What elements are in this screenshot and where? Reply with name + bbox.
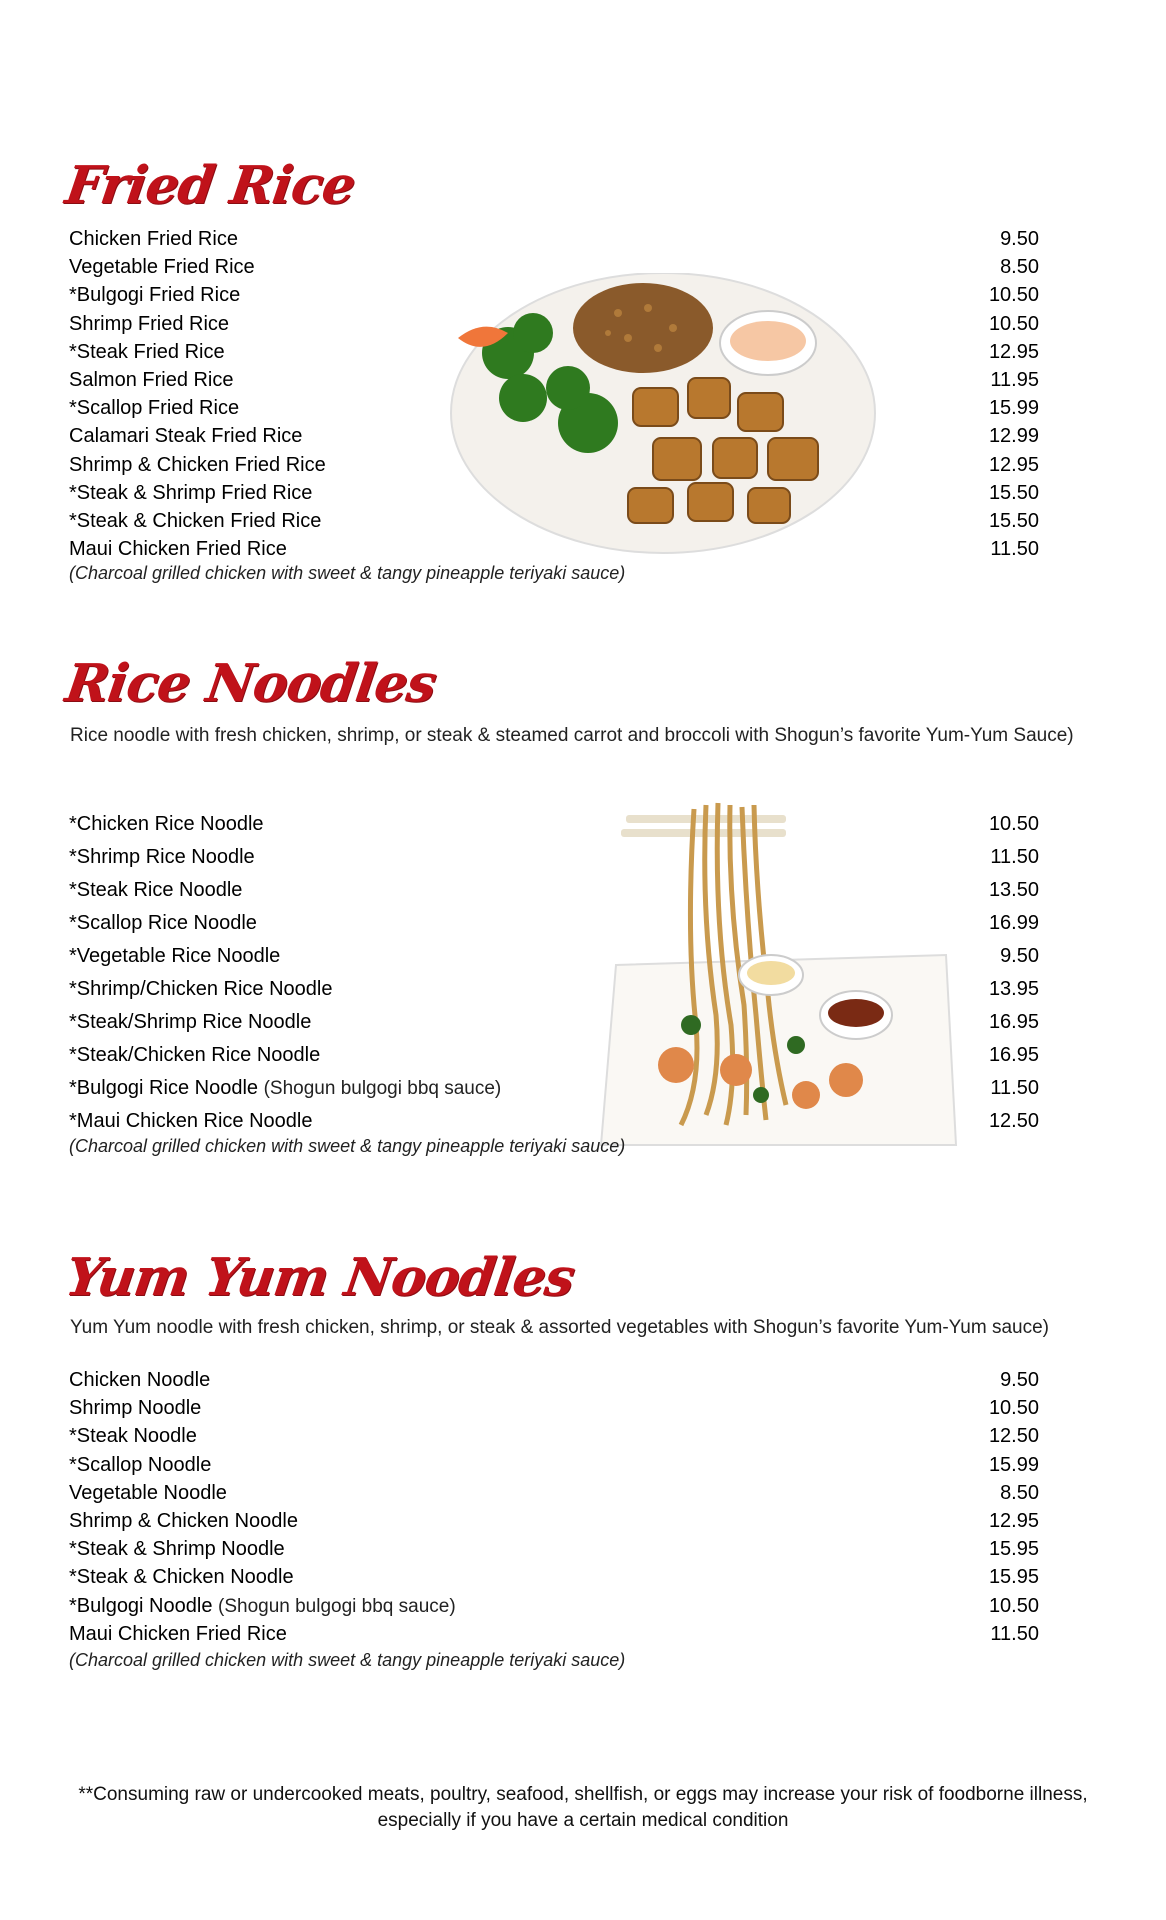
- item-name: *Steak & Shrimp Noodle: [69, 1538, 285, 1561]
- item-name: Shrimp Noodle: [69, 1397, 202, 1420]
- item-name: *Steak Noodle: [69, 1425, 197, 1448]
- item-price: 10.50: [988, 284, 1039, 307]
- item-name: Vegetable Noodle: [69, 1481, 227, 1504]
- list-item: [69, 1394, 1039, 1422]
- item-price: 12.50: [988, 1110, 1039, 1132]
- list-item: [69, 1072, 1039, 1105]
- item-price: 11.50: [990, 1622, 1039, 1645]
- item-price: 16.95: [988, 1011, 1039, 1033]
- item-price: 8.50: [1000, 256, 1039, 279]
- item-price: 15.99: [988, 397, 1039, 420]
- item-name: Maui Chicken Fried Rice: [69, 538, 287, 561]
- item-name: *Bulgogi Noodle: [69, 1594, 213, 1617]
- item-name: *Vegetable Rice Noodle: [69, 945, 281, 967]
- item-price: 13.95: [988, 978, 1039, 1000]
- item-price: 15.99: [988, 1453, 1039, 1476]
- list-item: [69, 253, 1039, 281]
- fried-rice-list: [69, 225, 1039, 563]
- rice-noodles-note: (Charcoal grilled chicken with sweet & tangy pineapple teriyaki sauce): [69, 1136, 626, 1156]
- list-item: [69, 507, 1039, 535]
- item-price: 16.99: [988, 912, 1039, 934]
- list-item: [69, 451, 1039, 479]
- item-price: 16.95: [988, 1044, 1039, 1066]
- list-item: [69, 1507, 1039, 1535]
- item-name-with-note: [69, 1592, 456, 1621]
- list-item: [69, 1105, 1039, 1138]
- item-name: *Bulgogi Fried Rice: [69, 284, 241, 307]
- list-item: [69, 1620, 1039, 1648]
- food-safety-disclaimer: [40, 1782, 1126, 1834]
- item-name: *Steak/Shrimp Rice Noodle: [69, 1011, 312, 1033]
- item-price: 10.50: [988, 312, 1039, 335]
- item-price: 15.50: [988, 481, 1039, 504]
- item-name: Maui Chicken Fried Rice: [69, 1622, 287, 1645]
- item-name: *Steak/Chicken Rice Noodle: [69, 1044, 321, 1066]
- item-note: (Shogun bulgogi bbq sauce): [263, 1078, 502, 1099]
- yum-yum-noodles-description: Yum Yum noodle with fresh chicken, shrimp, or steak & assorted vegetables with Shogun’s favorite Yum-Yum sauce): [70, 1317, 1050, 1338]
- list-item: [69, 366, 1039, 394]
- item-name: Shrimp & Chicken Fried Rice: [69, 453, 326, 476]
- list-item: [69, 1451, 1039, 1479]
- item-price: 11.50: [990, 1077, 1039, 1099]
- item-price: 13.50: [988, 879, 1039, 901]
- list-item: [69, 281, 1039, 309]
- rice-noodles-list: [69, 808, 1039, 1138]
- item-name: *Scallop Rice Noodle: [69, 912, 257, 934]
- item-price: 11.95: [990, 368, 1039, 391]
- list-item: [69, 1006, 1039, 1039]
- item-price: 11.50: [990, 538, 1039, 561]
- item-price: 11.50: [990, 846, 1039, 868]
- list-item: [69, 310, 1039, 338]
- fried-rice-note: (Charcoal grilled chicken with sweet & tangy pineapple teriyaki sauce): [69, 563, 626, 583]
- item-name: Calamari Steak Fried Rice: [69, 425, 303, 448]
- list-item: [69, 1039, 1039, 1072]
- item-name-with-note: [69, 1072, 501, 1105]
- item-name: *Steak & Chicken Noodle: [69, 1566, 294, 1589]
- list-item: [69, 808, 1039, 841]
- item-price: 10.50: [988, 813, 1039, 835]
- item-price: 8.50: [1000, 1481, 1039, 1504]
- list-item: [69, 1592, 1039, 1620]
- item-name: *Chicken Rice Noodle: [69, 813, 264, 835]
- item-price: 12.95: [988, 453, 1039, 476]
- list-item: [69, 1535, 1039, 1563]
- item-note: (Shogun bulgogi bbq sauce): [218, 1595, 456, 1617]
- item-name: *Shrimp Rice Noodle: [69, 846, 255, 868]
- yum-yum-noodles-list: [69, 1366, 1039, 1648]
- item-price: 12.95: [988, 340, 1039, 363]
- rice-noodles-title: Rice Noodles: [61, 653, 440, 714]
- item-price: 9.50: [1000, 228, 1039, 250]
- item-name: *Scallop Noodle: [69, 1453, 212, 1476]
- item-name: *Steak Rice Noodle: [69, 879, 243, 901]
- item-name: *Steak & Chicken Fried Rice: [69, 509, 322, 532]
- disclaimer-line-1: **Consuming raw or undercooked meats, poultry, seafood, shellfish, or eggs may increase your risk of foodborne illness,: [78, 1784, 1088, 1805]
- disclaimer-line-2: especially if you have a certain medical condition: [377, 1810, 789, 1831]
- item-price: 15.95: [988, 1566, 1039, 1589]
- list-item: [69, 907, 1039, 940]
- item-name: Chicken Noodle: [69, 1369, 211, 1391]
- fried-rice-title: Fried Rice: [61, 155, 359, 216]
- item-name: Salmon Fried Rice: [69, 368, 234, 391]
- list-item: [69, 225, 1039, 253]
- yum-yum-noodles-note: (Charcoal grilled chicken with sweet & tangy pineapple teriyaki sauce): [69, 1650, 626, 1670]
- item-name: Vegetable Fried Rice: [69, 256, 255, 279]
- item-price: 10.50: [988, 1594, 1039, 1617]
- list-item: [69, 1366, 1039, 1394]
- list-item: [69, 841, 1039, 874]
- item-price: 12.50: [988, 1425, 1039, 1448]
- list-item: [69, 1563, 1039, 1591]
- item-price: 10.50: [988, 1397, 1039, 1420]
- item-name: *Shrimp/Chicken Rice Noodle: [69, 978, 333, 1000]
- item-price: 12.95: [988, 1509, 1039, 1532]
- item-price: 12.99: [988, 425, 1039, 448]
- list-item: [69, 940, 1039, 973]
- item-name: Shrimp Fried Rice: [69, 312, 230, 335]
- item-name: *Scallop Fried Rice: [69, 397, 240, 420]
- rice-noodles-description: Rice noodle with fresh chicken, shrimp, or steak & steamed carrot and broccoli with Shogun’s favorite Yum-Yum Sauce): [70, 725, 1074, 746]
- list-item: [69, 422, 1039, 450]
- list-item: [69, 874, 1039, 907]
- list-item: [69, 973, 1039, 1006]
- item-price: 9.50: [1000, 945, 1039, 967]
- list-item: [69, 535, 1039, 563]
- list-item: [69, 338, 1039, 366]
- item-name: *Bulgogi Rice Noodle: [69, 1077, 259, 1099]
- list-item: [69, 394, 1039, 422]
- list-item: [69, 1479, 1039, 1507]
- item-name: *Maui Chicken Rice Noodle: [69, 1110, 313, 1132]
- item-price: 9.50: [1000, 1369, 1039, 1391]
- item-name: *Steak & Shrimp Fried Rice: [69, 481, 313, 504]
- yum-yum-noodles-title: Yum Yum Noodles: [61, 1247, 578, 1308]
- item-name: *Steak Fried Rice: [69, 340, 225, 363]
- list-item: [69, 479, 1039, 507]
- item-price: 15.95: [988, 1538, 1039, 1561]
- list-item: [69, 1422, 1039, 1450]
- item-name: Shrimp & Chicken Noodle: [69, 1509, 298, 1532]
- item-price: 15.50: [988, 509, 1039, 532]
- item-name: Chicken Fried Rice: [69, 228, 238, 250]
